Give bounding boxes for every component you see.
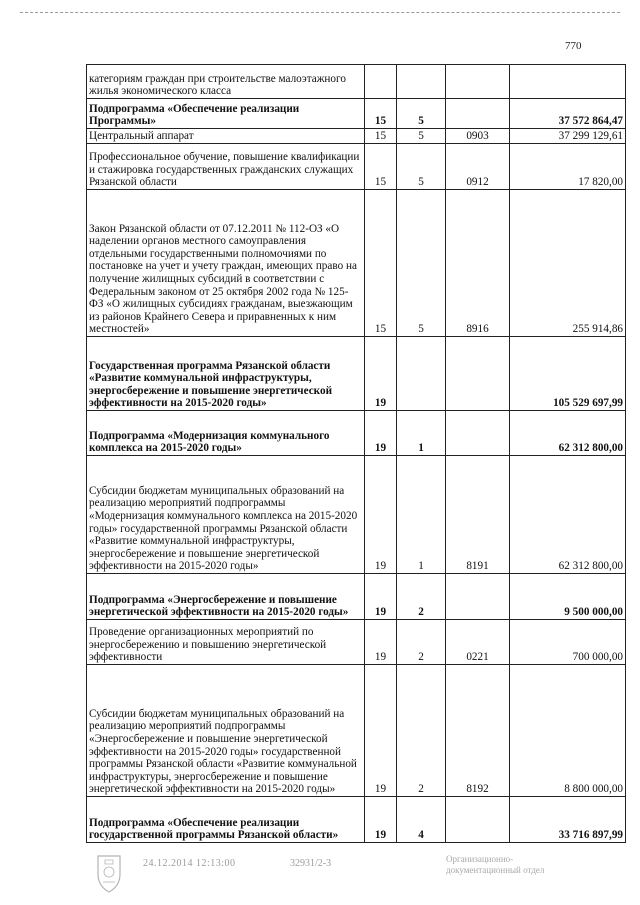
table-row — [87, 665, 626, 797]
row-subprogram-code: 2 — [397, 620, 446, 665]
row-direction-code — [446, 797, 510, 843]
row-direction-code: 0912 — [446, 144, 510, 190]
row-direction-code: 0221 — [446, 620, 510, 665]
row-name: Субсидии бюджетам муниципальных образований на реализацию мероприятий подпрограммы «Энергосбережение и повышение энергетической эффективности на 2015-2020 годы» государственной программы Рязанской области «Развитие коммунальной инфраструктуры, энергосбережение и повышение энергетической эффективности на 2015-2020 годы» — [87, 665, 365, 797]
row-name: Проведение организационных мероприятий по энергосбережению и повышению энергетической эффективности — [87, 620, 365, 665]
table-row — [87, 99, 626, 129]
row-program-code: 19 — [365, 797, 397, 843]
row-amount: 255 914,86 — [510, 190, 626, 337]
row-program-code: 19 — [365, 456, 397, 574]
row-program-code: 15 — [365, 99, 397, 129]
row-direction-code — [446, 65, 510, 99]
table-row — [87, 337, 626, 411]
row-direction-code — [446, 337, 510, 411]
row-direction-code: 8191 — [446, 456, 510, 574]
row-direction-code: 8192 — [446, 665, 510, 797]
row-amount: 17 820,00 — [510, 144, 626, 190]
row-subprogram-code: 2 — [397, 574, 446, 620]
row-amount: 700 000,00 — [510, 620, 626, 665]
row-amount: 62 312 800,00 — [510, 411, 626, 456]
row-program-code: 19 — [365, 665, 397, 797]
row-amount: 8 800 000,00 — [510, 665, 626, 797]
row-program-code: 15 — [365, 190, 397, 337]
row-subprogram-code — [397, 65, 446, 99]
row-program-code: 15 — [365, 129, 397, 144]
row-program-code: 19 — [365, 574, 397, 620]
row-subprogram-code: 1 — [397, 411, 446, 456]
row-subprogram-code: 5 — [397, 129, 446, 144]
row-name: Профессиональное обучение, повышение квалификации и стажировка государственных гражданских служащих Рязанской области — [87, 144, 365, 190]
row-direction-code — [446, 574, 510, 620]
row-direction-code: 0903 — [446, 129, 510, 144]
table-row — [87, 129, 626, 144]
row-subprogram-code: 2 — [397, 665, 446, 797]
footer-timestamp: 24.12.2014 12:13:00 — [143, 858, 236, 869]
row-direction-code — [446, 411, 510, 456]
row-amount: 105 529 697,99 — [510, 337, 626, 411]
row-name: Закон Рязанской области от 07.12.2011 № 112-ОЗ «О наделении органов местного самоуправления отдельными государственными полномочиями по постановке на учет и учету граждан, имеющих право на получение жилищных субсидий в соответствии с Федеральным законом от 25 октября 2002 года № 125-ФЗ «О жилищных субсидиях гражданам, выезжающим из районов Крайнего Севера и приравненных к ним местностей» — [87, 190, 365, 337]
table-row — [87, 456, 626, 574]
row-name: категориям граждан при строительстве малоэтажного жилья экономического класса — [87, 65, 365, 99]
row-program-code: 19 — [365, 411, 397, 456]
row-program-code: 19 — [365, 337, 397, 411]
budget-table — [86, 64, 626, 843]
row-direction-code: 8916 — [446, 190, 510, 337]
row-subprogram-code: 4 — [397, 797, 446, 843]
row-name: Центральный аппарат — [87, 129, 365, 144]
table-row — [87, 411, 626, 456]
row-name: Подпрограмма «Энергосбережение и повышение энергетической эффективности на 2015-2020 годы» — [87, 574, 365, 620]
table-row — [87, 144, 626, 190]
page-number: 770 — [565, 40, 582, 52]
row-amount: 33 716 897,99 — [510, 797, 626, 843]
row-amount: 37 299 129,61 — [510, 129, 626, 144]
row-name: Субсидии бюджетам муниципальных образований на реализацию мероприятий подпрограммы «Модернизация коммунального комплекса на 2015-2020 годы» государственной программы Рязанской области «Развитие коммунальной инфраструктуры, энергосбережение и повышение энергетической эффективности на 2015-2020 годы» — [87, 456, 365, 574]
row-name: Государственная программа Рязанской области «Развитие коммунальной инфраструктуры, энергосбережение и повышение энергетической эффективности на 2015-2020 годы» — [87, 337, 365, 411]
row-subprogram-code: 1 — [397, 456, 446, 574]
row-direction-code — [446, 99, 510, 129]
table-row — [87, 190, 626, 337]
row-name: Подпрограмма «Обеспечение реализации Программы» — [87, 99, 365, 129]
row-subprogram-code: 5 — [397, 190, 446, 337]
row-name: Подпрограмма «Обеспечение реализации государственной программы Рязанской области» — [87, 797, 365, 843]
page-footer — [0, 852, 640, 897]
row-subprogram-code — [397, 337, 446, 411]
scan-top-edge — [20, 12, 620, 14]
row-subprogram-code: 5 — [397, 99, 446, 129]
row-amount — [510, 65, 626, 99]
table-row — [87, 65, 626, 99]
row-name: Подпрограмма «Модернизация коммунального комплекса на 2015-2020 годы» — [87, 411, 365, 456]
footer-org-stamp: Организационно-документационный отдел — [446, 854, 545, 875]
row-program-code: 19 — [365, 620, 397, 665]
seal-icon — [92, 852, 126, 894]
table-row — [87, 620, 626, 665]
table-row — [87, 574, 626, 620]
table-row — [87, 797, 626, 843]
row-subprogram-code: 5 — [397, 144, 446, 190]
row-amount: 37 572 864,47 — [510, 99, 626, 129]
row-program-code: 15 — [365, 144, 397, 190]
footer-document-id: 32931/2-3 — [290, 858, 332, 869]
row-amount: 62 312 800,00 — [510, 456, 626, 574]
row-amount: 9 500 000,00 — [510, 574, 626, 620]
row-program-code — [365, 65, 397, 99]
